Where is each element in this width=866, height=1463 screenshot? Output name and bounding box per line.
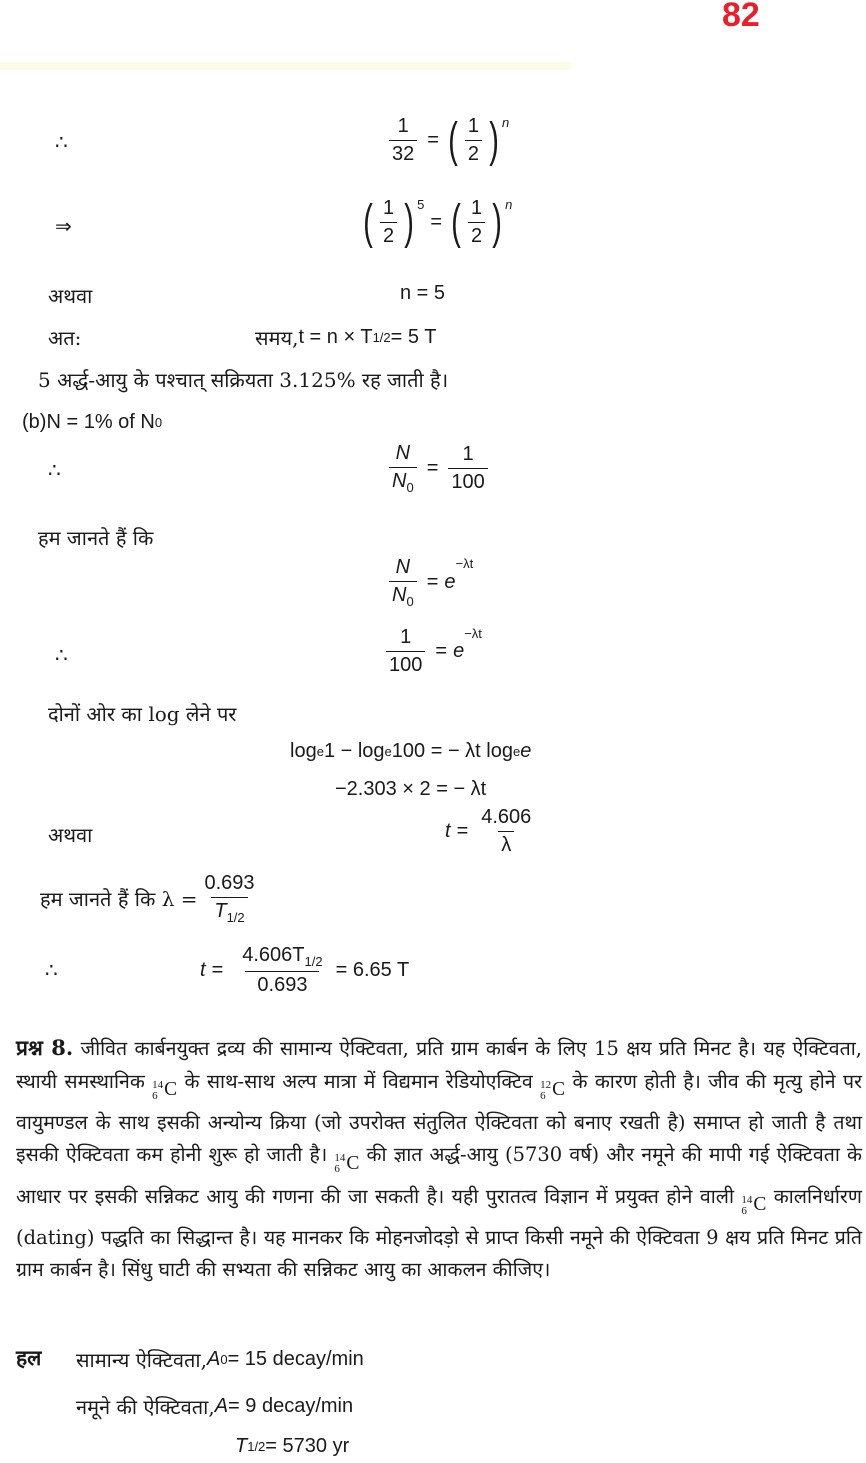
label-athva: अथवा xyxy=(48,284,93,308)
ratio-equation xyxy=(385,442,492,495)
denominator: N xyxy=(392,584,407,606)
atomic-number: 6 xyxy=(741,1204,747,1217)
lhs: t xyxy=(445,820,451,842)
numerator: N xyxy=(395,556,411,578)
expr: 1 − log xyxy=(323,740,385,762)
element: C xyxy=(346,1153,360,1174)
numerator: 0.693 xyxy=(204,872,255,894)
subscript: 0 xyxy=(406,480,414,495)
question-text: की ज्ञात अर्द्ध-आयु (5730 वर्ष) और नमूने की मापी गई ऐक्टिवता के आधार पर इसकी सन्निकट आयु की गणना की जा सकती है। यही पुरातत्व विज्ञान में प्रयुक्त होने वाली xyxy=(16,1143,862,1208)
denominator: λ xyxy=(498,831,514,857)
numerator: 1 xyxy=(397,115,409,137)
label: नमूने की ऐक्टिवता, xyxy=(76,1395,215,1419)
equals: = xyxy=(435,640,448,662)
question-text: जीवित कार्बनयुक्त द्रव्य की सामान्य ऐक्टिवता, प्रति ग्राम कार्बन के लिए 15 क्षय प्रति मिनट है। यह ऐक्टिवता, स्थायी समस्थानिक xyxy=(16,1037,862,1093)
expr-tail: = 5 T xyxy=(390,326,437,348)
label-samay: समय, xyxy=(255,326,299,350)
subscript: e xyxy=(512,744,521,759)
log-equation xyxy=(290,740,531,763)
decay-equation xyxy=(385,556,473,609)
solution-label: हल xyxy=(16,1345,42,1370)
exponent: 5 xyxy=(417,197,425,212)
isotope-c12 xyxy=(540,1074,565,1107)
question-text: के कारण होती है। जीव की मृत्यु होने पर वायुमण्डल के साथ इसकी अन्योन्य क्रिया (जो उपरोक्त संतुलित ऐक्टिवता को बनाए रखती है) समाप्त हो जाती है तथा इसकी ऐक्टिवता कम होनी शुरू हो जाती है। xyxy=(16,1069,862,1167)
equals: = xyxy=(211,959,224,981)
expr: t = n × T xyxy=(298,326,373,348)
t-equation xyxy=(445,806,538,857)
isotope-c14 xyxy=(741,1189,766,1222)
numerator: 1 xyxy=(462,443,474,465)
log: log xyxy=(290,740,317,762)
base-e: e xyxy=(453,640,465,662)
part-text: N = 1% of N xyxy=(46,411,155,433)
equals: = xyxy=(427,129,439,151)
time-equation xyxy=(255,324,436,351)
denominator: 100 xyxy=(448,468,487,494)
numerator: 4.606 xyxy=(481,806,532,828)
denominator: 2 xyxy=(380,222,397,248)
label-atah: अत: xyxy=(48,326,82,350)
exponent: n xyxy=(502,115,510,130)
subscript: e xyxy=(316,744,324,759)
half-life xyxy=(235,1435,349,1458)
mass-number: 14 xyxy=(741,1193,753,1206)
exponent: −λt xyxy=(464,626,482,641)
highlight-strip xyxy=(0,62,570,70)
mass-number: 14 xyxy=(152,1078,164,1091)
isotope-c14 xyxy=(334,1148,359,1181)
isotope-c14 xyxy=(152,1074,177,1107)
therefore-symbol: ∴ xyxy=(48,460,61,482)
conclusion-text: 5 अर्द्ध-आयु के पश्चात् सक्रियता 3.125% रह जाती है। xyxy=(38,368,449,392)
numerator: 1 xyxy=(400,626,412,648)
element: C xyxy=(164,1079,178,1101)
therefore-symbol: ∴ xyxy=(55,645,68,667)
exponent: −λt xyxy=(455,556,474,571)
mass-number: 12 xyxy=(540,1078,552,1091)
base-e: e xyxy=(444,571,456,593)
question-text: के साथ-साथ अल्प मात्रा में विद्यमान रेडियोएक्टिव xyxy=(177,1069,541,1093)
equation-half-power: ( $\frac{1}{2}$ ) $^5$ = ( $\frac{1}{2}$ ) $^n$ xyxy=(363,195,513,249)
subscript: e xyxy=(384,744,392,759)
expr: e xyxy=(520,740,532,762)
symbol: T xyxy=(235,1435,248,1457)
therefore-symbol: ∴ xyxy=(55,132,68,154)
denominator: 2 xyxy=(465,140,482,166)
numerator: 4.606T xyxy=(242,944,305,966)
text: हम जानते हैं कि λ = xyxy=(40,887,198,911)
subscript: 0 xyxy=(406,594,414,609)
denominator: T xyxy=(214,900,227,922)
therefore-symbol: ∴ xyxy=(45,960,58,982)
value: = 9 decay/min xyxy=(228,1395,354,1417)
lambda-equation xyxy=(40,872,262,925)
label: सामान्य ऐक्टिवता, xyxy=(76,1348,207,1372)
exponent: n xyxy=(505,197,513,212)
element: C xyxy=(753,1194,767,1216)
atomic-number: 6 xyxy=(152,1089,158,1102)
value: = 15 decay/min xyxy=(227,1348,364,1370)
sample-activity xyxy=(76,1393,353,1420)
equals: = xyxy=(426,457,439,479)
symbol: A xyxy=(214,1395,229,1417)
expr: 100 = − λt log xyxy=(391,740,513,762)
subscript: 1/2 xyxy=(226,910,245,925)
question-text: कालनिर्धारण (dating) पद्धति का सिद्धान्त है। यह मानकर कि मोहनजोदड़ो से प्राप्त किसी नमूने की ऐक्टिवता 9 क्षय प्रति मिनट प्रति ग्राम कार्बन है। सिंधु घाटी की सभ्यता की सन्निकट आयु का आकलन कीजिए। xyxy=(16,1184,862,1282)
denominator: N xyxy=(392,470,407,492)
subscript: 1/2 xyxy=(247,1439,266,1454)
part-label: (b) xyxy=(22,411,47,433)
mass-number: 14 xyxy=(334,1152,346,1165)
numerator: 1 xyxy=(382,197,395,219)
denominator: 100 xyxy=(386,651,425,677)
subscript: 0 xyxy=(154,415,163,430)
atomic-number: 6 xyxy=(334,1163,340,1176)
n-equals-5: n = 5 xyxy=(400,282,446,304)
part-b xyxy=(22,411,162,434)
log-text: दोनों ओर का log लेने पर xyxy=(48,702,237,726)
equation-1-32: $\frac{1}{32}$ = ( $\frac{1}{2}$ ) $^n$ xyxy=(385,115,509,166)
question-8 xyxy=(16,1032,862,1287)
label-athva: अथवा xyxy=(48,823,93,847)
element: C xyxy=(552,1079,566,1101)
lhs: t xyxy=(200,959,206,981)
equals: = xyxy=(430,211,443,233)
final-t-equation xyxy=(200,944,409,997)
numerator: 1 xyxy=(467,115,480,137)
subscript: 1/2 xyxy=(372,330,391,345)
numeric-equation: −2.303 × 2 = − λt xyxy=(335,778,487,800)
subscript: 0 xyxy=(220,1352,228,1367)
result: = 6.65 T xyxy=(335,959,410,981)
equals: = xyxy=(426,571,439,593)
denominator: 32 xyxy=(389,140,417,166)
atomic-number: 6 xyxy=(540,1089,546,1102)
decay-equation-2 xyxy=(382,626,482,677)
numerator: N xyxy=(395,442,411,464)
normal-activity xyxy=(76,1346,364,1373)
we-know-text: हम जानते हैं कि xyxy=(38,526,154,550)
denominator: 0.693 xyxy=(245,971,319,997)
value: = 5730 yr xyxy=(265,1435,350,1457)
implies-symbol: ⇒ xyxy=(55,216,72,238)
subscript: 1/2 xyxy=(304,954,323,969)
denominator: 2 xyxy=(468,222,485,248)
equals: = xyxy=(456,820,469,842)
page-number: 82 xyxy=(722,0,760,34)
numerator: 1 xyxy=(471,197,483,219)
question-label: प्रश्न 8. xyxy=(16,1035,74,1060)
symbol: A xyxy=(206,1348,221,1370)
